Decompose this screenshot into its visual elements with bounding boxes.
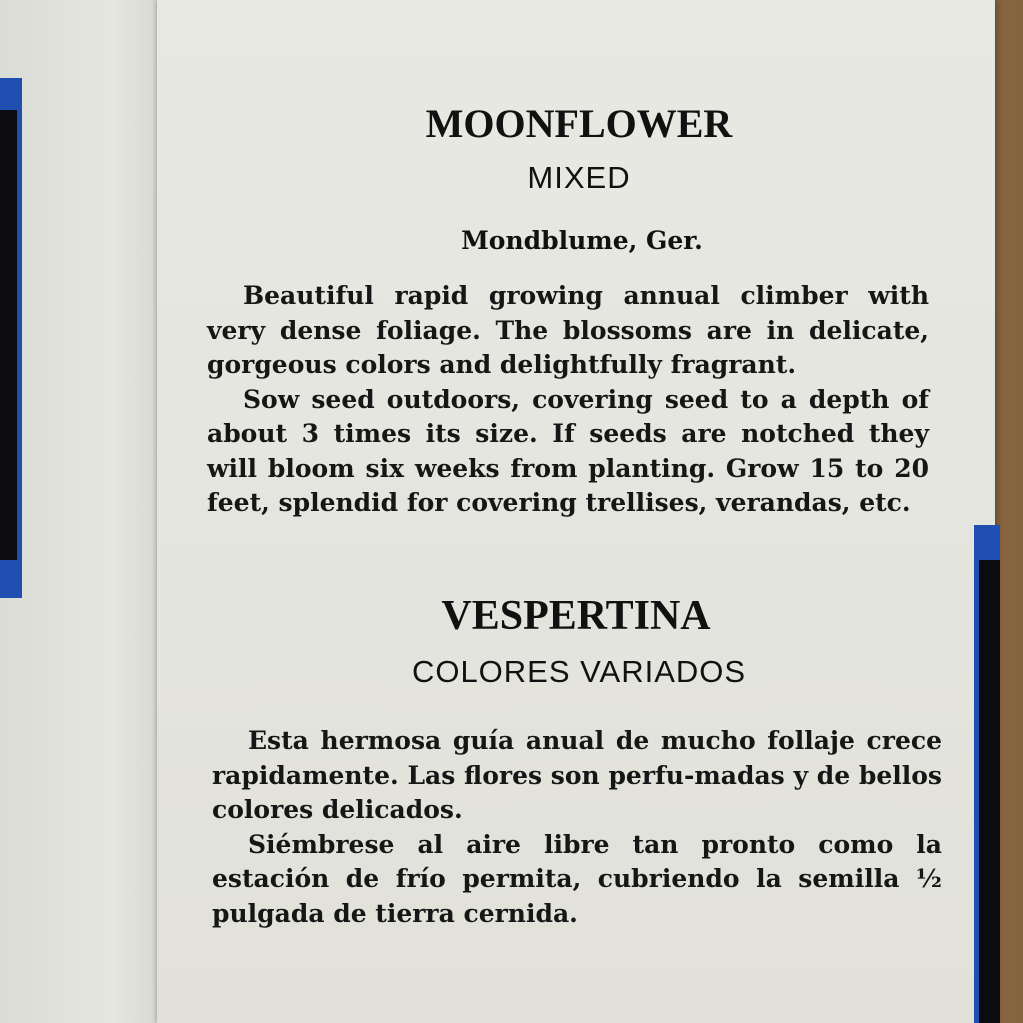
black-stripe-left <box>0 110 17 560</box>
german-name: Mondblume, Ger. <box>461 226 703 255</box>
spanish-title: VESPERTINA <box>441 593 711 639</box>
packet-title: MOONFLOWER <box>425 101 733 146</box>
spanish-subtitle: COLORES VARIADOS <box>411 654 747 689</box>
packet-subtitle: MIXED <box>527 160 631 195</box>
spanish-description <box>212 724 942 931</box>
english-description <box>207 279 929 521</box>
english-paragraph-1: Beautiful rapid growing annual climber with very dense foliage. The blossoms are in delicate, gorgeous colors and delightfully fragrant. <box>207 281 929 379</box>
spanish-paragraph-1: Esta hermosa guía anual de mucho follaje crece rapidamente. Las flores son perfu-madas y de bellos colores delicados. <box>212 726 942 824</box>
adjacent-packet-left <box>0 0 160 1023</box>
english-paragraph-2: Sow seed outdoors, covering seed to a depth of about 3 times its size. If seeds are notched they will bloom six weeks from planting. Grow 15 to 20 feet, splendid for covering trellises, verandas, etc. <box>207 384 929 517</box>
spanish-paragraph-2: Siémbrese al aire libre tan pronto como la estación de frío permita, cubriendo la semilla ½ pulgada de tierra cernida. <box>212 829 942 928</box>
